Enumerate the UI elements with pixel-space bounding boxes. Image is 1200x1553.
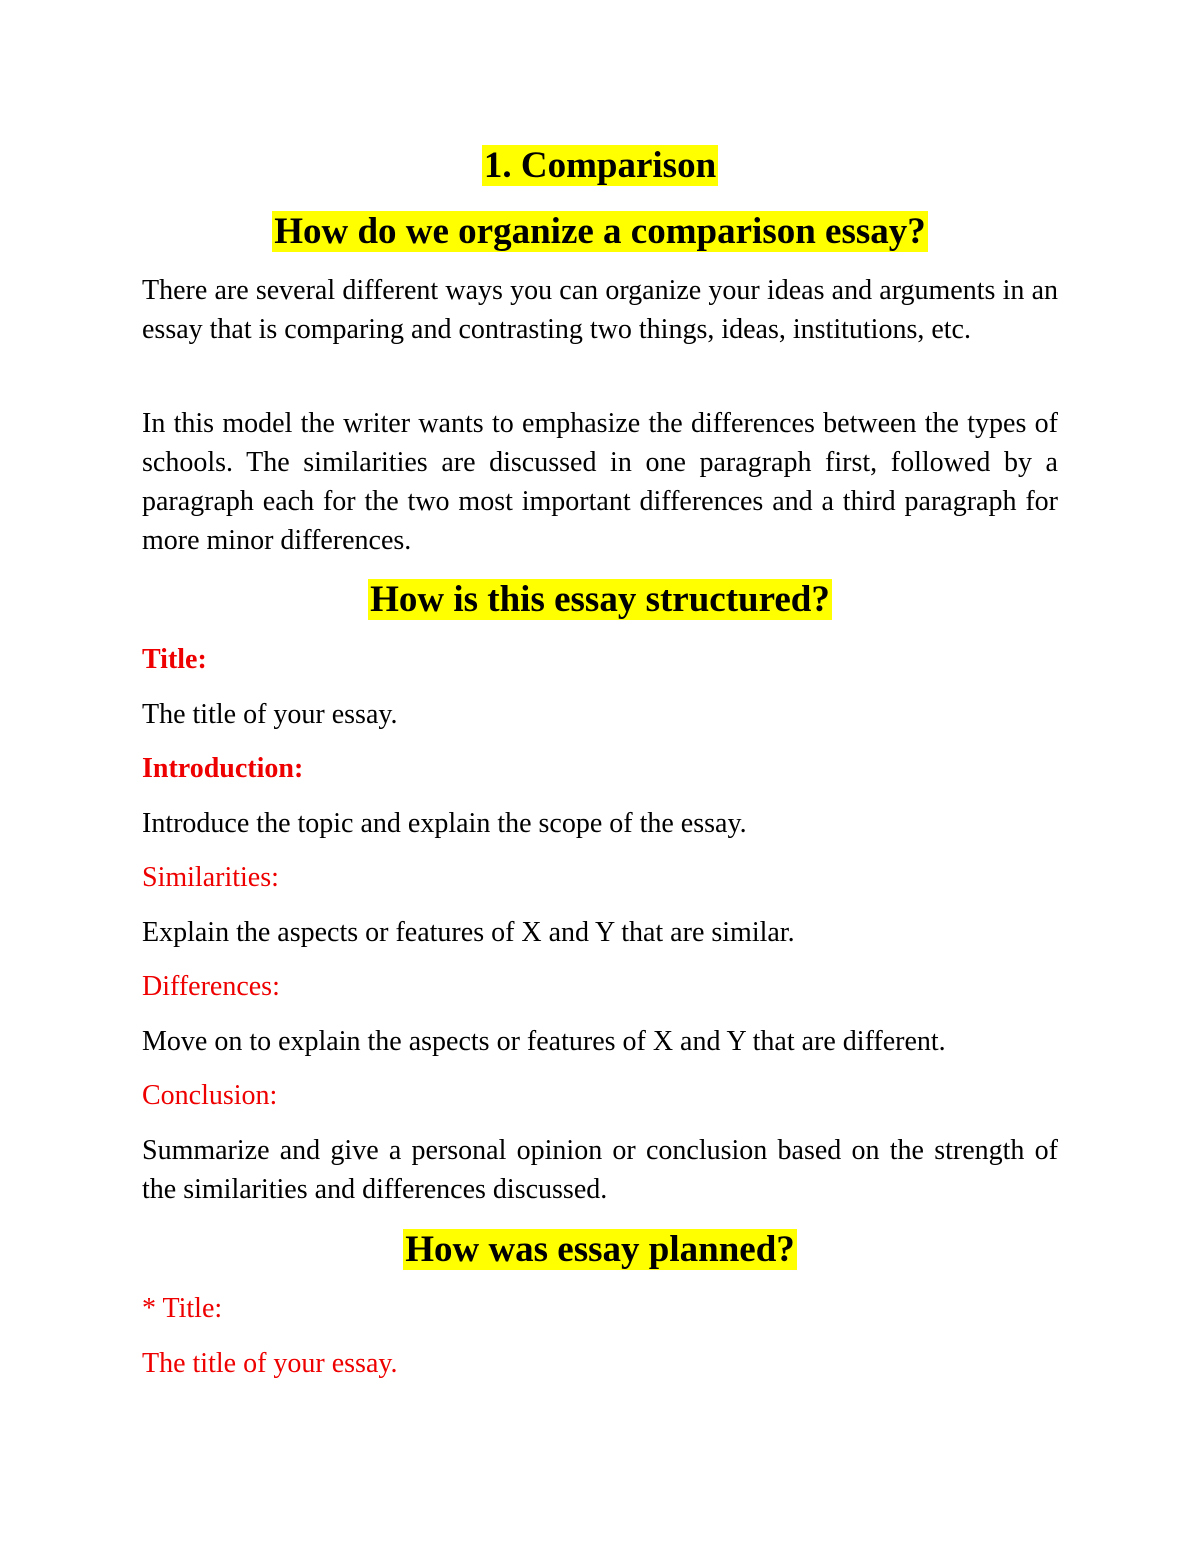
section-title-text: 1. Comparison: [483, 145, 717, 186]
heading-structure: [0, 578, 1200, 622]
structure-conclusion-label: Conclusion:: [142, 1080, 278, 1111]
paragraph-model: In this model the writer wants to emphasize the differences between the types of schools. The similarities are discussed in one paragraph first, followed by a paragraph each for the two most important differences and a third paragraph for more minor differences.: [142, 408, 1058, 556]
section-title: [0, 144, 1200, 188]
planned-title-text: The title of your essay.: [142, 1348, 398, 1379]
structure-title-text: The title of your essay.: [142, 699, 398, 730]
structure-differences-label: Differences:: [142, 971, 280, 1002]
heading-organize-text: How do we organize a comparison essay?: [274, 211, 926, 252]
structure-intro-label: Introduction:: [142, 753, 304, 784]
structure-similarities-label: Similarities:: [142, 862, 279, 893]
heading-planned: [0, 1228, 1200, 1272]
heading-organize: [0, 210, 1200, 254]
heading-structure-text: How is this essay structured?: [370, 579, 830, 620]
structure-differences-text: Move on to explain the aspects or features of X and Y that are different.: [142, 1026, 946, 1057]
heading-planned-text: How was essay planned?: [405, 1229, 795, 1270]
planned-title-label: * Title:: [142, 1293, 223, 1324]
structure-title-label: Title:: [142, 644, 207, 675]
structure-conclusion-text: Summarize and give a personal opinion or conclusion based on the strength of the similarities and differences discussed.: [142, 1135, 1058, 1205]
structure-similarities-text: Explain the aspects or features of X and Y that are similar.: [142, 917, 795, 948]
paragraph-intro: There are several different ways you can organize your ideas and arguments in an essay that is comparing and contrasting two things, ideas, institutions, etc.: [142, 275, 1058, 345]
structure-intro-text: Introduce the topic and explain the scope of the essay.: [142, 808, 747, 839]
